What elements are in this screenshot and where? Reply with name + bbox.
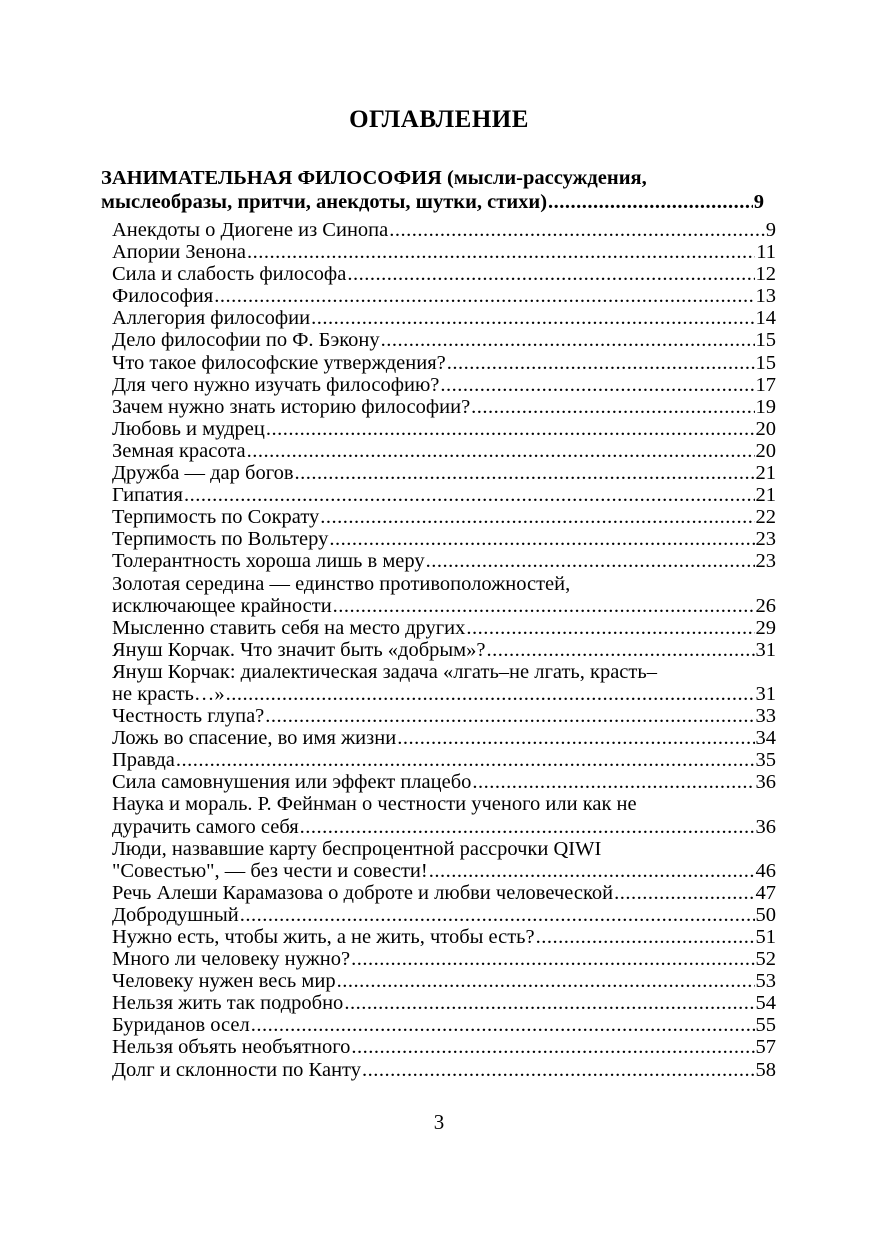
toc-entry-title: Дело философии по Ф. Бэкону	[112, 329, 380, 352]
toc-entries	[112, 219, 776, 1081]
dot-leader	[614, 882, 754, 904]
toc-entry[interactable]	[112, 661, 776, 705]
toc-entry-page-number: 12	[755, 263, 776, 286]
section-heading-line2: мыслеобразы, притчи, анекдоты, шутки, стихи)	[101, 191, 548, 213]
dot-leader	[351, 1036, 754, 1058]
toc-entry-row	[112, 904, 776, 926]
toc-entry[interactable]	[112, 329, 776, 351]
toc-entry-row	[112, 705, 776, 727]
dot-leader	[320, 506, 754, 528]
toc-entry-title: Философия	[112, 285, 214, 308]
toc-entry-title: Гипатия	[112, 484, 183, 507]
toc-entry-title: Нужно есть, чтобы жить, а не жить, чтобы есть?	[112, 926, 535, 948]
toc-entry-title: Долг и склонности по Канту	[112, 1058, 361, 1081]
toc-entry[interactable]	[112, 506, 776, 528]
toc-entry-title: Дружба — дар богов	[112, 462, 294, 485]
toc-entry-row	[112, 860, 776, 882]
section-heading-line1: ЗАНИМАТЕЛЬНАЯ ФИЛОСОФИЯ (мысли-рассуждения,	[101, 167, 647, 189]
toc-entry-page-number: 57	[755, 1036, 776, 1059]
toc-entry-title: Апории Зенона	[112, 241, 247, 264]
page-number: 3	[433, 1110, 445, 1134]
toc-entry[interactable]	[112, 550, 776, 572]
toc-entry-page-number: 46	[755, 859, 776, 882]
toc-entry[interactable]	[112, 418, 776, 440]
toc-entry-title-line1: Наука и мораль. Р. Фейнман о честности ученого или как не	[112, 793, 637, 816]
dot-leader	[311, 307, 754, 329]
toc-entry-page-number: 26	[755, 594, 776, 617]
toc-entry-page-number: 53	[755, 970, 776, 993]
toc-entry-title: Буриданов осел	[112, 1014, 250, 1037]
toc-entry-title: Ложь во спасение, во имя жизни	[112, 727, 397, 750]
toc-entry-page-number: 19	[755, 395, 776, 418]
dot-leader	[247, 440, 755, 462]
dot-leader	[247, 241, 755, 263]
toc-entry-page-number: 55	[755, 1014, 776, 1037]
toc-entry[interactable]	[112, 396, 776, 418]
dot-leader	[381, 329, 755, 351]
toc-entry-page-number: 20	[755, 439, 776, 462]
toc-entry-title-line1: Януш Корчак: диалектическая задача «лгать–не лгать, красть–	[112, 660, 657, 683]
dot-leader	[300, 816, 755, 838]
section-heading[interactable]	[101, 166, 764, 214]
toc-entry-title: Что такое философские утверждения?	[112, 351, 446, 374]
toc-entry-page-number: 21	[755, 462, 776, 485]
toc-entry-title: Добродушный	[112, 903, 239, 926]
toc-entry-row	[112, 617, 776, 639]
toc-entry[interactable]	[112, 970, 776, 992]
toc-entry-page-number: 9	[765, 219, 776, 241]
toc-entry-row	[112, 329, 776, 351]
dot-leader	[536, 926, 755, 948]
toc-entry-title: Аллегория философии	[112, 307, 311, 330]
dot-leader	[397, 727, 754, 749]
toc-entry-page-number: 21	[755, 484, 776, 507]
toc-entry-row	[112, 418, 776, 440]
toc-entry-page-number: 52	[755, 948, 776, 971]
toc-entry-row	[112, 484, 776, 506]
toc-entry-row	[112, 926, 776, 948]
toc-entry-title: Терпимость по Сократу	[112, 506, 320, 529]
dot-leader	[351, 948, 754, 970]
toc-entry-page-number: 17	[755, 373, 776, 396]
dot-leader	[389, 219, 765, 241]
dot-leader	[362, 1059, 755, 1081]
toc-entry-page-number: 54	[755, 992, 776, 1015]
toc-entry-title: Анекдоты о Диогене из Синопа	[112, 219, 389, 241]
toc-entry[interactable]	[112, 241, 776, 263]
toc-entry-row	[112, 219, 776, 241]
toc-entry[interactable]	[112, 573, 776, 617]
toc-entry-title: Честность глупа?	[112, 705, 265, 728]
toc-entry[interactable]	[112, 374, 776, 396]
toc-entry-page-number: 34	[755, 727, 776, 750]
toc-entry-row	[112, 948, 776, 970]
toc-entry-page-number: 31	[755, 682, 776, 705]
toc-entry-title: Нельзя объять необъятного	[112, 1036, 351, 1059]
toc-entry-title: Мысленно ставить себя на место других	[112, 616, 466, 639]
toc-entry-title: Нельзя жить так подробно	[112, 992, 344, 1015]
toc-entry-title: дурачить самого себя	[112, 815, 299, 838]
toc-entry-title: Много ли человеку нужно?	[112, 948, 351, 971]
dot-leader	[440, 374, 754, 396]
toc-entry[interactable]	[112, 838, 776, 882]
toc-entry-page-number: 35	[755, 749, 776, 772]
toc-entry[interactable]	[112, 617, 776, 639]
toc-entry[interactable]	[112, 285, 776, 307]
dot-leader	[337, 970, 755, 992]
dot-leader	[329, 528, 754, 550]
toc-entry-title: Сила самовнушения или эффект плацебо	[112, 771, 472, 794]
toc-entry-title: "Совестью", — без чести и совести!	[112, 859, 428, 882]
toc-entry-title: Любовь и мудрец	[112, 417, 265, 440]
toc-entry-title: Земная красота	[112, 439, 246, 462]
toc-entry[interactable]	[112, 1059, 776, 1081]
toc-entry[interactable]	[112, 352, 776, 374]
toc-entry[interactable]	[112, 793, 776, 837]
toc-entry-page-number: 23	[755, 550, 776, 573]
toc-entry-page-number: 50	[755, 903, 776, 926]
toc-entry-page-number: 15	[755, 329, 776, 352]
toc-entry-row	[112, 396, 776, 418]
toc-entry-title: Человеку нужен весь мир	[112, 970, 336, 993]
toc-entry-row	[112, 307, 776, 329]
toc-entry[interactable]	[112, 727, 776, 749]
dot-leader	[447, 352, 755, 374]
dot-leader	[471, 396, 754, 418]
toc-entry-title: Сила и слабость философа	[112, 263, 347, 286]
dot-leader	[240, 904, 755, 926]
toc-entry-row	[112, 352, 776, 374]
toc-entry-page-number: 22	[755, 506, 776, 529]
dot-leader	[429, 860, 755, 882]
toc-entry[interactable]	[112, 1014, 776, 1036]
toc-entry-page-number: 13	[755, 285, 776, 308]
toc-entry[interactable]	[112, 263, 776, 285]
toc-entry-title: Речь Алеши Карамазова о доброте и любви человеческой	[112, 881, 614, 904]
toc-entry-title-line1: Люди, назвавшие карту беспроцентной рассрочки QIWI	[112, 837, 602, 860]
toc-entry[interactable]	[112, 926, 776, 948]
dot-leader	[344, 992, 754, 1014]
toc-entry-row	[112, 683, 776, 705]
toc-entry[interactable]	[112, 219, 776, 241]
toc-entry[interactable]	[112, 1036, 776, 1058]
toc-entry-page-number: 14	[755, 307, 776, 330]
toc-entry[interactable]	[112, 992, 776, 1014]
toc-entry[interactable]	[112, 440, 776, 462]
toc-entry-row	[112, 992, 776, 1014]
toc-entry-title: Для чего нужно изучать философию?	[112, 373, 440, 396]
toc-entry-row	[112, 263, 776, 285]
dot-leader	[466, 617, 754, 639]
toc-entry-title-line1: Золотая середина — единство противоположностей,	[112, 572, 571, 595]
dot-leader	[226, 683, 755, 705]
toc-entry[interactable]	[112, 307, 776, 329]
toc-entry-page-number: 23	[755, 528, 776, 551]
toc-entry-row	[112, 374, 776, 396]
toc-entry-row	[112, 727, 776, 749]
dot-leader	[295, 462, 755, 484]
dot-leader	[548, 190, 753, 214]
toc-entry[interactable]	[112, 749, 776, 771]
toc-entry-title: Терпимость по Вольтеру	[112, 528, 329, 551]
toc-entry[interactable]	[112, 882, 776, 904]
toc-entry-page-number: 29	[755, 616, 776, 639]
toc-entry-row	[112, 462, 776, 484]
toc-entry-row	[112, 1036, 776, 1058]
toc-entry[interactable]	[112, 705, 776, 727]
toc-entry-row	[112, 771, 776, 793]
toc-entry-page-number: 15	[755, 351, 776, 374]
toc-entry-row	[112, 882, 776, 904]
toc-entry-row	[112, 285, 776, 307]
toc-entry-row	[112, 816, 776, 838]
dot-leader	[487, 639, 755, 661]
toc-entry[interactable]	[112, 948, 776, 970]
toc-entry[interactable]	[112, 904, 776, 926]
dot-leader	[347, 263, 754, 285]
dot-leader	[472, 771, 754, 793]
toc-entry-title: Зачем нужно знать историю философии?	[112, 395, 471, 418]
toc-entry-page-number: 31	[755, 638, 776, 661]
toc-entry[interactable]	[112, 528, 776, 550]
toc-entry-row	[112, 550, 776, 572]
toc-entry-row	[112, 440, 776, 462]
toc-entry-page-number: 58	[755, 1058, 776, 1081]
dot-leader	[214, 285, 754, 307]
toc-entry-row	[112, 639, 776, 661]
toc-entry-row	[112, 241, 776, 263]
page-title: ОГЛАВЛЕНИЕ	[349, 106, 529, 133]
section-page-number: 9	[753, 191, 764, 213]
toc-entry-title: исключающее крайности	[112, 594, 332, 617]
toc-entry-title: Правда	[112, 749, 175, 772]
section-heading-row	[101, 190, 764, 214]
toc-entry[interactable]	[112, 462, 776, 484]
dot-leader	[184, 484, 755, 506]
toc-entry-row	[112, 1014, 776, 1036]
toc-entry-title: Януш Корчак. Что значит быть «добрым»?	[112, 638, 486, 661]
toc-entry-page-number: 11	[756, 241, 776, 264]
dot-leader	[333, 595, 755, 617]
toc-entry-title: не красть…»	[112, 682, 225, 705]
toc-entry-row	[112, 749, 776, 771]
toc-entry-page-number: 47	[755, 881, 776, 904]
toc-entry-row	[112, 528, 776, 550]
toc-entry-page-number: 51	[755, 926, 776, 948]
toc-entry-page-number: 36	[755, 771, 776, 794]
toc-entry[interactable]	[112, 484, 776, 506]
dot-leader	[251, 1014, 755, 1036]
toc-entry-row	[112, 1059, 776, 1081]
dot-leader	[265, 705, 754, 727]
toc-entry-page-number: 33	[755, 705, 776, 728]
dot-leader	[266, 418, 755, 440]
toc-entry-row	[112, 970, 776, 992]
toc-entry-title: Толерантность хороша лишь в меру	[112, 550, 425, 573]
toc-entry-page-number: 20	[755, 417, 776, 440]
toc-entry-row	[112, 595, 776, 617]
toc-entry-row	[112, 506, 776, 528]
dot-leader	[426, 550, 755, 572]
toc-entry[interactable]	[112, 639, 776, 661]
toc-entry[interactable]	[112, 771, 776, 793]
toc-entry-page-number: 36	[755, 815, 776, 838]
dot-leader	[176, 749, 755, 771]
